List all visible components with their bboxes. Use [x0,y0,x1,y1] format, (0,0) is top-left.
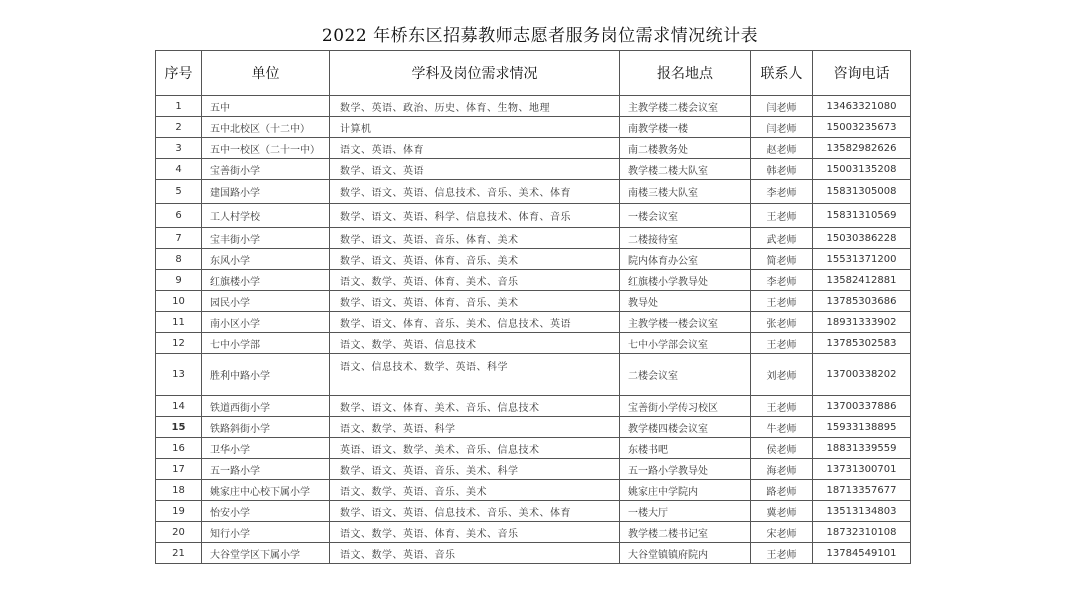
table-row [156,159,911,180]
table-row [156,333,911,354]
cell-no: 12 [156,333,202,354]
cell-contact: 王老师 [751,204,813,228]
cell-contact: 张老师 [751,312,813,333]
table-row [156,480,911,501]
cell-subjects: 计算机 [330,117,620,138]
cell-unit: 怡安小学 [202,501,330,522]
cell-phone: 18713357677 [813,480,911,501]
cell-no: 5 [156,180,202,204]
cell-location: 教学楼二楼大队室 [620,159,751,180]
table-row [156,543,911,564]
cell-contact: 韩老师 [751,159,813,180]
cell-subjects: 语文、数学、英语、体育、美术、音乐 [330,522,620,543]
cell-contact: 武老师 [751,228,813,249]
table-row [156,396,911,417]
table-row [156,180,911,204]
cell-no: 4 [156,159,202,180]
cell-phone: 13463321080 [813,96,911,117]
header-phone: 咨询电话 [813,51,911,96]
cell-unit: 五中一校区（二十一中） [202,138,330,159]
cell-unit: 铁路斜街小学 [202,417,330,438]
cell-subjects: 语文、数学、英语、科学 [330,417,620,438]
cell-contact: 侯老师 [751,438,813,459]
cell-location: 主教学楼一楼会议室 [620,312,751,333]
cell-subjects: 语文、数学、英语、体育、美术、音乐 [330,270,620,291]
table-row [156,117,911,138]
cell-subjects: 数学、语文、体育、美术、音乐、信息技术 [330,396,620,417]
table-row [156,270,911,291]
cell-unit: 工人村学校 [202,204,330,228]
cell-no: 13 [156,354,202,396]
cell-contact: 简老师 [751,249,813,270]
cell-no: 21 [156,543,202,564]
cell-no: 17 [156,459,202,480]
cell-subjects: 语文、数学、英语、信息技术 [330,333,620,354]
cell-subjects: 数学、语文、英语、音乐、美术、科学 [330,459,620,480]
cell-contact: 王老师 [751,291,813,312]
cell-phone: 13731300701 [813,459,911,480]
header-unit: 单位 [202,51,330,96]
cell-contact: 宋老师 [751,522,813,543]
cell-phone: 18732310108 [813,522,911,543]
table-row [156,204,911,228]
cell-contact: 李老师 [751,270,813,291]
cell-location: 南教学楼一楼 [620,117,751,138]
cell-phone: 15003135208 [813,159,911,180]
cell-contact: 闫老师 [751,96,813,117]
cell-no: 20 [156,522,202,543]
cell-location: 教学楼四楼会议室 [620,417,751,438]
cell-subjects: 数学、英语、政治、历史、体育、生物、地理 [330,96,620,117]
cell-unit: 卫华小学 [202,438,330,459]
cell-location: 宝善街小学传习校区 [620,396,751,417]
cell-subjects: 语文、数学、英语、音乐 [330,543,620,564]
cell-phone: 18831339559 [813,438,911,459]
table-row [156,438,911,459]
table-row [156,459,911,480]
cell-subjects: 数学、语文、英语、体育、音乐、美术 [330,291,620,312]
cell-location: 七中小学部会议室 [620,333,751,354]
table-row [156,96,911,117]
table-header-row [156,51,911,96]
cell-unit: 胜利中路小学 [202,354,330,396]
cell-unit: 七中小学部 [202,333,330,354]
cell-unit: 知行小学 [202,522,330,543]
cell-no: 1 [156,96,202,117]
table-row [156,417,911,438]
cell-phone: 13784549101 [813,543,911,564]
cell-no: 18 [156,480,202,501]
cell-phone: 13700338202 [813,354,911,396]
cell-no: 19 [156,501,202,522]
cell-phone: 13582412881 [813,270,911,291]
cell-contact: 王老师 [751,333,813,354]
cell-no: 14 [156,396,202,417]
cell-location: 东楼书吧 [620,438,751,459]
cell-location: 教导处 [620,291,751,312]
page-title: 2022 年桥东区招募教师志愿者服务岗位需求情况统计表 [321,26,759,46]
cell-phone: 15531371200 [813,249,911,270]
cell-unit: 宝丰街小学 [202,228,330,249]
cell-location: 一楼会议室 [620,204,751,228]
cell-contact: 赵老师 [751,138,813,159]
cell-phone: 15030386228 [813,228,911,249]
cell-no: 10 [156,291,202,312]
cell-phone: 13582982626 [813,138,911,159]
statistics-table [155,50,911,564]
cell-phone: 15933138895 [813,417,911,438]
cell-contact: 李老师 [751,180,813,204]
cell-location: 大谷堂镇镇府院内 [620,543,751,564]
cell-unit: 南小区小学 [202,312,330,333]
cell-subjects: 数学、语文、英语、信息技术、音乐、美术、体育 [330,180,620,204]
cell-phone: 13785303686 [813,291,911,312]
cell-phone: 15831310569 [813,204,911,228]
cell-subjects: 数学、语文、英语、体育、音乐、美术 [330,249,620,270]
cell-no: 2 [156,117,202,138]
cell-subjects: 数学、语文、英语、科学、信息技术、体育、音乐 [330,204,620,228]
cell-location: 南楼三楼大队室 [620,180,751,204]
cell-unit: 宝善街小学 [202,159,330,180]
cell-location: 南二楼教务处 [620,138,751,159]
cell-location: 教学楼二楼书记室 [620,522,751,543]
header-subjects: 学科及岗位需求情况 [330,51,620,96]
cell-contact: 冀老师 [751,501,813,522]
cell-location: 二楼接待室 [620,228,751,249]
header-no: 序号 [156,51,202,96]
cell-no: 8 [156,249,202,270]
cell-unit: 东风小学 [202,249,330,270]
cell-phone: 13513134803 [813,501,911,522]
cell-no: 9 [156,270,202,291]
cell-subjects: 数学、语文、英语、音乐、体育、美术 [330,228,620,249]
cell-no: 7 [156,228,202,249]
cell-location: 主教学楼二楼会议室 [620,96,751,117]
table-row [156,249,911,270]
cell-contact: 闫老师 [751,117,813,138]
cell-no: 3 [156,138,202,159]
cell-location: 院内体育办公室 [620,249,751,270]
cell-unit: 铁道西街小学 [202,396,330,417]
cell-no: 11 [156,312,202,333]
table-row [156,138,911,159]
cell-phone: 15831305008 [813,180,911,204]
table-row [156,228,911,249]
cell-subjects: 语文、信息技术、数学、英语、科学 [330,354,620,396]
cell-phone: 15003235673 [813,117,911,138]
cell-no: 15 [156,417,202,438]
table-row [156,291,911,312]
cell-subjects: 数学、语文、体育、音乐、美术、信息技术、英语 [330,312,620,333]
cell-contact: 路老师 [751,480,813,501]
cell-location: 姚家庄中学院内 [620,480,751,501]
cell-contact: 海老师 [751,459,813,480]
cell-contact: 王老师 [751,396,813,417]
cell-unit: 姚家庄中心校下属小学 [202,480,330,501]
table-row [156,312,911,333]
cell-no: 16 [156,438,202,459]
cell-phone: 13700337886 [813,396,911,417]
cell-subjects: 数学、语文、英语、信息技术、音乐、美术、体育 [330,501,620,522]
cell-unit: 建国路小学 [202,180,330,204]
cell-unit: 红旗楼小学 [202,270,330,291]
cell-subjects: 语文、英语、体育 [330,138,620,159]
cell-contact: 牛老师 [751,417,813,438]
cell-unit: 五一路小学 [202,459,330,480]
header-contact: 联系人 [751,51,813,96]
cell-contact: 王老师 [751,543,813,564]
cell-unit: 园民小学 [202,291,330,312]
cell-unit: 五中北校区（十二中） [202,117,330,138]
cell-location: 一楼大厅 [620,501,751,522]
cell-location: 红旗楼小学教导处 [620,270,751,291]
cell-phone: 13785302583 [813,333,911,354]
cell-phone: 18931333902 [813,312,911,333]
table-row [156,501,911,522]
cell-subjects: 数学、语文、英语 [330,159,620,180]
cell-subjects: 语文、数学、英语、音乐、美术 [330,480,620,501]
cell-subjects: 英语、语文、数学、美术、音乐、信息技术 [330,438,620,459]
cell-contact: 刘老师 [751,354,813,396]
cell-unit: 大谷堂学区下属小学 [202,543,330,564]
cell-no: 6 [156,204,202,228]
header-location: 报名地点 [620,51,751,96]
cell-unit: 五中 [202,96,330,117]
table-row [156,522,911,543]
table-row [156,354,911,396]
cell-location: 五一路小学教导处 [620,459,751,480]
cell-location: 二楼会议室 [620,354,751,396]
